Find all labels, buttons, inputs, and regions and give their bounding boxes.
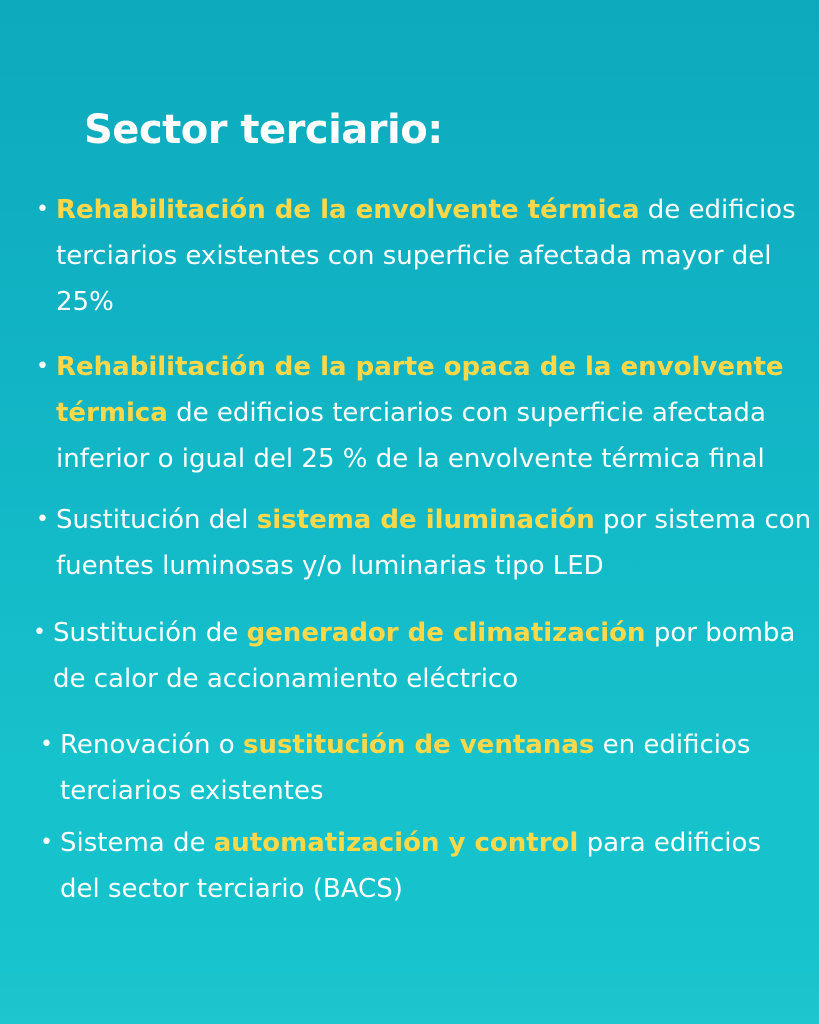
highlight-text: térmica: [56, 398, 168, 428]
list-item-line: [56, 233, 806, 279]
list-item: [40, 722, 800, 814]
body-text: Sustitución del: [56, 505, 257, 535]
list-item: [36, 497, 812, 589]
bullet-dot: •: [40, 732, 53, 757]
list-item-line: [56, 436, 806, 482]
list-item-line: [56, 344, 806, 390]
body-text: fuentes luminosas y/o luminarias tipo LED: [56, 551, 604, 581]
body-text: por sistema con: [594, 505, 812, 535]
list-item-line: [60, 722, 800, 768]
highlight-text: Rehabilitación de la parte opaca de la envolvente: [56, 352, 784, 382]
highlight-text: automatización y control: [213, 828, 579, 858]
body-text: inferior o igual del 25 % de la envolvente térmica final: [56, 444, 765, 474]
body-text: del sector terciario (BACS): [60, 874, 403, 904]
body-text: de edificios: [639, 195, 796, 225]
list-item: [33, 610, 803, 702]
list-item: [36, 344, 806, 482]
bullet-dot: •: [36, 197, 49, 222]
list-item-line: [56, 497, 812, 543]
highlight-text: sistema de iluminación: [256, 505, 595, 535]
list-item-line: [53, 610, 803, 656]
list-item: [36, 187, 806, 325]
highlight-text: Rehabilitación de la envolvente térmica: [56, 195, 640, 225]
list-item-line: [60, 820, 800, 866]
page-title: Sector terciario:: [84, 107, 443, 153]
list-item-line: [56, 187, 806, 233]
body-text: de edificios terciarios con superficie afectada: [167, 398, 766, 428]
body-text: Sistema de: [60, 828, 214, 858]
body-text: Renovación o: [60, 730, 243, 760]
bullet-dot: •: [36, 354, 49, 379]
list-item-line: [56, 279, 806, 325]
body-text: Sustitución de: [53, 618, 247, 648]
list-item-line: [60, 768, 800, 814]
bullet-dot: •: [36, 507, 49, 532]
list-item-line: [56, 543, 806, 589]
list-item-line: [56, 390, 806, 436]
list-item-line: [60, 866, 800, 912]
bullet-dot: •: [33, 620, 46, 645]
body-text: para edificios: [578, 828, 761, 858]
list-item-line: [53, 656, 803, 702]
body-text: por bomba: [645, 618, 796, 648]
body-text: de calor de accionamiento eléctrico: [53, 664, 519, 694]
list-item: [40, 820, 800, 912]
bottom-gradient: [0, 954, 819, 1024]
highlight-text: generador de climatización: [246, 618, 646, 648]
highlight-text: sustitución de ventanas: [242, 730, 595, 760]
body-text: terciarios existentes con superficie afectada mayor del: [56, 241, 772, 271]
body-text: terciarios existentes: [60, 776, 324, 806]
bullet-dot: •: [40, 830, 53, 855]
body-text: 25%: [56, 287, 114, 317]
body-text: en edificios: [594, 730, 751, 760]
